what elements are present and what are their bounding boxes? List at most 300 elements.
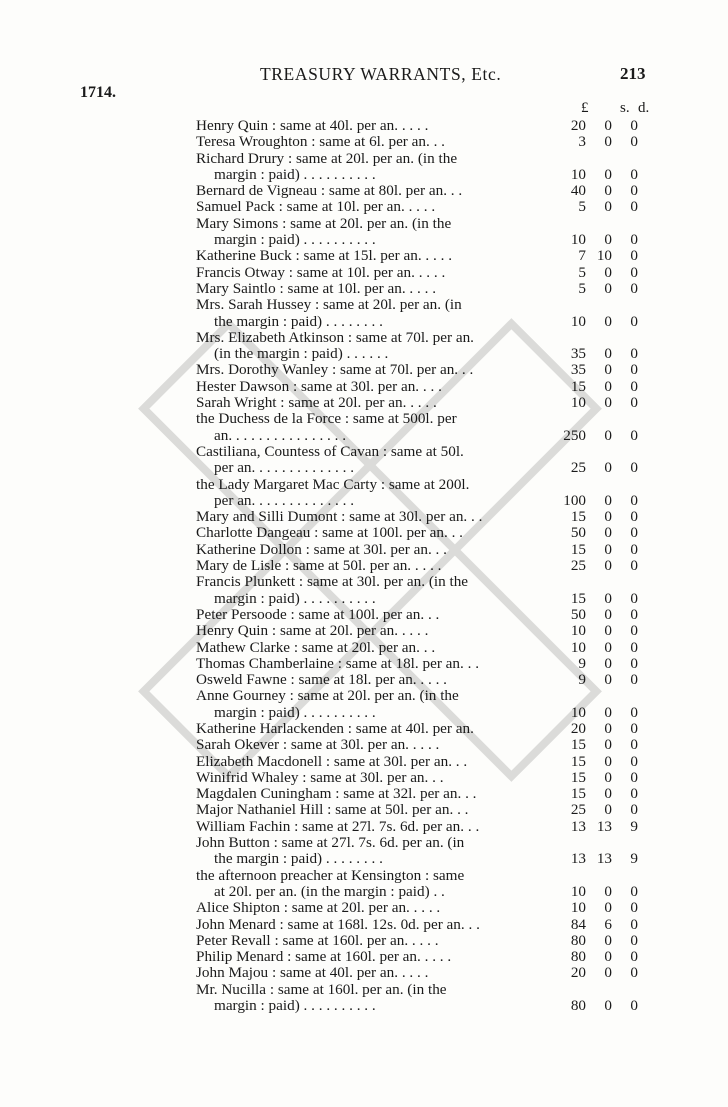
warrant-entry — [196, 183, 656, 199]
shillings-value: 0 — [604, 459, 612, 477]
entry-text — [196, 411, 536, 444]
pounds-header: £ — [581, 100, 589, 116]
entry-amount — [536, 118, 646, 134]
pence-value: 0 — [630, 361, 638, 379]
entry-amount — [536, 248, 646, 264]
warrant-entry — [196, 802, 656, 818]
entry-amount — [536, 623, 646, 639]
warrant-entry — [196, 199, 656, 215]
entry-line: Thomas Chamberlaine : same at 18l. per an. . . — [196, 655, 479, 672]
year-marker: 1714. — [80, 84, 116, 101]
pounds-value: 10 — [570, 638, 586, 656]
pounds-value: 35 — [570, 361, 586, 379]
pence-value: 0 — [630, 279, 638, 297]
entry-line: Teresa Wroughton : same at 6l. per an. . . — [196, 134, 445, 151]
shillings-value: 0 — [604, 426, 612, 444]
pence-value: 0 — [630, 899, 638, 917]
entry-amount — [536, 199, 646, 215]
warrant-entry — [196, 477, 656, 510]
entry-text — [196, 721, 536, 737]
shillings-value: 0 — [604, 377, 612, 395]
entry-continuation-line: an. . . . . . . . . . . . . . . . — [214, 427, 347, 444]
entry-text — [196, 444, 536, 477]
shillings-value: 0 — [604, 524, 612, 542]
running-head — [0, 64, 728, 101]
pounds-value: 80 — [570, 997, 586, 1015]
entry-line: Peter Revall : same at 160l. per an. . . . . — [196, 932, 439, 949]
pence-value: 0 — [630, 915, 638, 933]
entry-line: Castiliana, Countess of Cavan : same at 50l. — [196, 443, 464, 460]
entry-text — [196, 509, 536, 525]
entry-line: Winifrid Whaley : same at 30l. per an. . . — [196, 769, 444, 786]
entry-text — [196, 297, 536, 330]
entry-text — [196, 199, 536, 215]
shillings-value: 0 — [604, 117, 612, 134]
pence-value: 0 — [630, 752, 638, 770]
entry-line: Katherine Harlackenden : same at 40l. per an. — [196, 720, 474, 737]
entry-text — [196, 265, 536, 281]
pounds-value: 10 — [570, 882, 586, 900]
shillings-value: 0 — [604, 182, 612, 200]
entry-amount — [536, 265, 646, 281]
pounds-value: 10 — [570, 231, 586, 249]
warrant-entry — [196, 265, 656, 281]
entry-text — [196, 656, 536, 672]
warrant-entry — [196, 558, 656, 574]
entry-amount — [536, 965, 646, 981]
warrant-entry — [196, 819, 656, 835]
entry-line: Henry Quin : same at 20l. per an. . . . . — [196, 623, 429, 640]
warrant-entry — [196, 379, 656, 395]
entry-text — [196, 558, 536, 574]
warrant-entries — [196, 118, 656, 1014]
pounds-value: 250 — [563, 426, 586, 444]
warrant-entry — [196, 281, 656, 297]
entry-text — [196, 640, 536, 656]
entry-text — [196, 917, 536, 933]
pence-value: 0 — [630, 394, 638, 412]
entry-text — [196, 574, 536, 607]
entry-line: Major Nathaniel Hill : same at 50l. per an. . . — [196, 802, 469, 819]
entry-amount — [536, 167, 646, 183]
pence-value: 0 — [630, 263, 638, 281]
warrant-entry — [196, 688, 656, 721]
pence-value: 0 — [630, 997, 638, 1015]
entry-text — [196, 900, 536, 916]
pence-value: 0 — [630, 524, 638, 542]
pence-value: 0 — [630, 198, 638, 216]
shillings-value: 0 — [604, 312, 612, 330]
shillings-value: 0 — [604, 964, 612, 982]
entry-amount — [536, 183, 646, 199]
shillings-value: 0 — [604, 133, 612, 151]
pence-value: 0 — [630, 426, 638, 444]
entry-amount — [536, 607, 646, 623]
entry-line: Osweld Fawne : same at 18l. per an. . . . . — [196, 672, 447, 689]
entry-text — [196, 134, 536, 150]
pounds-value: 13 — [570, 850, 586, 868]
warrant-entry — [196, 917, 656, 933]
entry-continuation-line: (in the margin : paid) . . . . . . — [214, 346, 389, 363]
entry-amount — [536, 933, 646, 949]
pence-value: 0 — [630, 557, 638, 575]
running-title: TREASURY WARRANTS, Etc. — [260, 64, 502, 84]
entry-amount — [536, 493, 646, 509]
pounds-value: 25 — [570, 801, 586, 819]
pounds-value: 15 — [570, 377, 586, 395]
shillings-value: 10 — [596, 247, 612, 265]
entry-continuation-line: per an. . . . . . . . . . . . . . — [214, 460, 355, 477]
shillings-value: 0 — [604, 589, 612, 607]
pence-value: 0 — [630, 312, 638, 330]
entry-line: Alice Shipton : same at 20l. per an. . . . . — [196, 900, 441, 917]
entry-amount — [536, 134, 646, 150]
entry-amount — [536, 509, 646, 525]
pence-value: 0 — [630, 540, 638, 558]
entry-amount — [536, 428, 646, 444]
pounds-value: 15 — [570, 736, 586, 754]
entry-line: Magdalen Cuningham : same at 32l. per an. . . — [196, 786, 477, 803]
shillings-value: 0 — [604, 703, 612, 721]
pounds-value: 100 — [563, 491, 586, 509]
warrant-entry — [196, 656, 656, 672]
pence-value: 9 — [630, 850, 638, 868]
entry-line: the Lady Margaret Mac Carty : same at 200l. — [196, 476, 470, 493]
pounds-value: 40 — [570, 182, 586, 200]
shillings-value: 0 — [604, 719, 612, 737]
entry-continuation-line: margin : paid) . . . . . . . . . . — [214, 232, 376, 249]
pence-value: 0 — [630, 165, 638, 183]
pence-value: 0 — [630, 931, 638, 949]
entry-line: Richard Drury : same at 20l. per an. (in the — [196, 150, 458, 167]
entry-line: Charlotte Dangeau : same at 100l. per an. . . — [196, 525, 463, 542]
entry-line: Mary Simons : same at 20l. per an. (in the — [196, 215, 452, 232]
entry-amount — [536, 770, 646, 786]
pounds-value: 84 — [570, 915, 586, 933]
entry-line: Sarah Wright : same at 20l. per an. . . . . — [196, 395, 437, 412]
warrant-entry — [196, 330, 656, 363]
shillings-value: 0 — [604, 948, 612, 966]
pounds-value: 7 — [578, 247, 586, 265]
pounds-value: 3 — [578, 133, 586, 151]
warrant-entry — [196, 362, 656, 378]
entry-line: Katherine Dollon : same at 30l. per an. . . — [196, 541, 447, 558]
shillings-value: 0 — [604, 801, 612, 819]
pence-value: 0 — [630, 801, 638, 819]
entry-amount — [536, 314, 646, 330]
entry-text — [196, 151, 536, 184]
entry-amount — [536, 705, 646, 721]
shillings-value: 0 — [604, 231, 612, 249]
entry-continuation-line: per an. . . . . . . . . . . . . . — [214, 492, 355, 509]
pounds-value: 15 — [570, 785, 586, 803]
shillings-value: 0 — [604, 622, 612, 640]
entry-text — [196, 737, 536, 753]
pounds-value: 80 — [570, 931, 586, 949]
pence-value: 0 — [630, 117, 638, 134]
entry-amount — [536, 640, 646, 656]
shillings-value: 0 — [604, 899, 612, 917]
pence-value: 0 — [630, 768, 638, 786]
entry-line: Henry Quin : same at 40l. per an. . . . . — [196, 118, 429, 134]
warrant-entry — [196, 248, 656, 264]
entry-text — [196, 542, 536, 558]
entry-amount — [536, 949, 646, 965]
entry-amount — [536, 542, 646, 558]
shillings-value: 0 — [604, 768, 612, 786]
pounds-value: 20 — [570, 117, 586, 134]
pence-value: 0 — [630, 654, 638, 672]
pounds-value: 9 — [578, 654, 586, 672]
shillings-value: 0 — [604, 361, 612, 379]
entry-amount — [536, 346, 646, 362]
warrant-entry — [196, 623, 656, 639]
pounds-value: 5 — [578, 279, 586, 297]
warrant-entry — [196, 216, 656, 249]
entry-amount — [536, 737, 646, 753]
warrant-entry — [196, 542, 656, 558]
entry-text — [196, 965, 536, 981]
entry-line: Peter Persoode : same at 100l. per an. . . — [196, 606, 440, 623]
shillings-value: 0 — [604, 508, 612, 526]
pence-value: 0 — [630, 345, 638, 363]
pounds-value: 15 — [570, 540, 586, 558]
shillings-value: 0 — [604, 557, 612, 575]
entry-text — [196, 949, 536, 965]
entry-line: Mrs. Elizabeth Atkinson : same at 70l. per an. — [196, 329, 474, 346]
pence-value: 0 — [630, 133, 638, 151]
entry-line: John Menard : same at 168l. 12s. 0d. per an. . . — [196, 916, 480, 933]
pence-value: 0 — [630, 736, 638, 754]
shillings-value: 6 — [604, 915, 612, 933]
shillings-value: 0 — [604, 736, 612, 754]
warrant-entry — [196, 297, 656, 330]
pence-value: 0 — [630, 589, 638, 607]
entry-text — [196, 754, 536, 770]
pounds-value: 50 — [570, 524, 586, 542]
entry-line: Samuel Pack : same at 10l. per an. . . . . — [196, 199, 436, 216]
entry-amount — [536, 232, 646, 248]
shillings-value: 0 — [604, 997, 612, 1015]
entry-amount — [536, 884, 646, 900]
shillings-value: 0 — [604, 785, 612, 803]
warrant-entry — [196, 737, 656, 753]
currency-column-headers — [553, 100, 653, 118]
pence-value: 0 — [630, 508, 638, 526]
pounds-value: 13 — [570, 817, 586, 835]
pence-value: 0 — [630, 719, 638, 737]
pence-value: 0 — [630, 785, 638, 803]
entry-text — [196, 525, 536, 541]
pounds-value: 35 — [570, 345, 586, 363]
entry-amount — [536, 558, 646, 574]
entry-continuation-line: margin : paid) . . . . . . . . . . — [214, 704, 376, 721]
pounds-value: 5 — [578, 263, 586, 281]
entry-line: the afternoon preacher at Kensington : same — [196, 867, 465, 884]
entry-line: Francis Plunkett : same at 30l. per an. (in the — [196, 574, 469, 591]
entry-line: Mrs. Sarah Hussey : same at 20l. per an. (in — [196, 297, 462, 314]
entry-amount — [536, 656, 646, 672]
entry-line: Elizabeth Macdonell : same at 30l. per an. . . — [196, 753, 468, 770]
pence-value: 0 — [630, 605, 638, 623]
entry-continuation-line: margin : paid) . . . . . . . . . . — [214, 998, 376, 1015]
pounds-value: 15 — [570, 508, 586, 526]
pounds-value: 25 — [570, 557, 586, 575]
shillings-value: 0 — [604, 931, 612, 949]
pence-value: 0 — [630, 182, 638, 200]
entry-amount — [536, 395, 646, 411]
pounds-value: 20 — [570, 964, 586, 982]
entry-line: Mrs. Dorothy Wanley : same at 70l. per an. . . — [196, 362, 474, 379]
warrant-entry — [196, 151, 656, 184]
entry-text — [196, 802, 536, 818]
pence-value: 0 — [630, 882, 638, 900]
warrant-entry — [196, 574, 656, 607]
entry-text — [196, 672, 536, 688]
entry-line: Mary and Silli Dumont : same at 30l. per an. . . — [196, 509, 483, 526]
entry-amount — [536, 721, 646, 737]
pounds-value: 10 — [570, 703, 586, 721]
pounds-value: 10 — [570, 312, 586, 330]
entry-line: Mary Saintlo : same at 10l. per an. . . . . — [196, 280, 436, 297]
pence-value: 0 — [630, 231, 638, 249]
pence-value: 0 — [630, 491, 638, 509]
pounds-value: 15 — [570, 768, 586, 786]
shillings-value: 0 — [604, 752, 612, 770]
entry-amount — [536, 900, 646, 916]
shillings-value: 0 — [604, 279, 612, 297]
entry-line: Francis Otway : same at 10l. per an. . . . . — [196, 264, 446, 281]
warrant-entry — [196, 134, 656, 150]
warrant-entry — [196, 868, 656, 901]
shillings-value: 0 — [604, 654, 612, 672]
entry-continuation-line: the margin : paid) . . . . . . . . — [214, 313, 383, 330]
entry-text — [196, 281, 536, 297]
pence-value: 0 — [630, 671, 638, 689]
pounds-value: 80 — [570, 948, 586, 966]
warrant-entry — [196, 721, 656, 737]
entry-amount — [536, 851, 646, 867]
entry-continuation-line: at 20l. per an. (in the margin : paid) . . — [214, 883, 445, 900]
entry-text — [196, 982, 536, 1015]
entry-continuation-line: margin : paid) . . . . . . . . . . — [214, 590, 376, 607]
warrant-entry — [196, 444, 656, 477]
entry-text — [196, 248, 536, 264]
shillings-value: 0 — [604, 345, 612, 363]
page-number: 213 — [620, 64, 646, 83]
entry-amount — [536, 460, 646, 476]
pence-value: 0 — [630, 964, 638, 982]
entry-continuation-line: the margin : paid) . . . . . . . . — [214, 851, 383, 868]
warrant-entry — [196, 395, 656, 411]
entry-text — [196, 607, 536, 623]
warrant-entry — [196, 754, 656, 770]
warrant-entry — [196, 411, 656, 444]
shillings-value: 0 — [604, 882, 612, 900]
entry-amount — [536, 998, 646, 1014]
pounds-value: 10 — [570, 394, 586, 412]
entry-amount — [536, 525, 646, 541]
warrant-entry — [196, 770, 656, 786]
pence-value: 0 — [630, 377, 638, 395]
pence-header: d. — [638, 100, 650, 116]
entry-text — [196, 786, 536, 802]
entry-amount — [536, 819, 646, 835]
shillings-value: 0 — [604, 198, 612, 216]
entry-text — [196, 868, 536, 901]
warrant-entry — [196, 672, 656, 688]
pence-value: 0 — [630, 459, 638, 477]
entry-amount — [536, 281, 646, 297]
warrant-entry — [196, 949, 656, 965]
entry-line: Philip Menard : same at 160l. per an. . . . . — [196, 949, 452, 966]
entry-line: Hester Dawson : same at 30l. per an. . . . — [196, 378, 442, 395]
shillings-value: 0 — [604, 671, 612, 689]
warrant-entry — [196, 900, 656, 916]
entry-line: Anne Gourney : same at 20l. per an. (in the — [196, 688, 459, 705]
entry-amount — [536, 672, 646, 688]
entry-continuation-line: margin : paid) . . . . . . . . . . — [214, 166, 376, 183]
entry-amount — [536, 379, 646, 395]
shillings-value: 13 — [596, 850, 612, 868]
warrant-entry — [196, 965, 656, 981]
pounds-value: 10 — [570, 165, 586, 183]
entry-amount — [536, 754, 646, 770]
warrant-entry — [196, 786, 656, 802]
shillings-value: 0 — [604, 605, 612, 623]
entry-text — [196, 477, 536, 510]
entry-text — [196, 362, 536, 378]
entry-amount — [536, 786, 646, 802]
entry-amount — [536, 591, 646, 607]
pounds-value: 20 — [570, 719, 586, 737]
warrant-entry — [196, 835, 656, 868]
entry-text — [196, 819, 536, 835]
shillings-value: 0 — [604, 394, 612, 412]
entry-line: John Majou : same at 40l. per an. . . . . — [196, 965, 429, 982]
entry-line: the Duchess de la Force : same at 500l. per — [196, 411, 457, 428]
entry-text — [196, 933, 536, 949]
entry-text — [196, 688, 536, 721]
warrant-entry — [196, 118, 656, 134]
pounds-value: 10 — [570, 622, 586, 640]
shillings-value: 0 — [604, 263, 612, 281]
pence-value: 9 — [630, 817, 638, 835]
pounds-value: 15 — [570, 589, 586, 607]
entry-line: Bernard de Vigneau : same at 80l. per an. . . — [196, 183, 463, 200]
entry-line: John Button : same at 27l. 7s. 6d. per an. (in — [196, 835, 465, 852]
entry-line: Mathew Clarke : same at 20l. per an. . . — [196, 639, 436, 656]
entry-text — [196, 330, 536, 363]
shillings-value: 0 — [604, 638, 612, 656]
entry-amount — [536, 917, 646, 933]
entry-text — [196, 770, 536, 786]
entry-text — [196, 118, 536, 134]
pence-value: 0 — [630, 622, 638, 640]
entry-line: William Fachin : same at 27l. 7s. 6d. per an. . . — [196, 818, 480, 835]
entry-line: Mr. Nucilla : same at 160l. per an. (in the — [196, 981, 447, 998]
warrant-entry — [196, 982, 656, 1015]
shillings-header: s. — [620, 100, 630, 116]
entry-text — [196, 623, 536, 639]
entry-line: Sarah Okever : same at 30l. per an. . . . . — [196, 737, 440, 754]
warrant-entry — [196, 640, 656, 656]
shillings-value: 0 — [604, 165, 612, 183]
pounds-value: 5 — [578, 198, 586, 216]
pence-value: 0 — [630, 638, 638, 656]
shillings-value: 0 — [604, 491, 612, 509]
entry-text — [196, 835, 536, 868]
